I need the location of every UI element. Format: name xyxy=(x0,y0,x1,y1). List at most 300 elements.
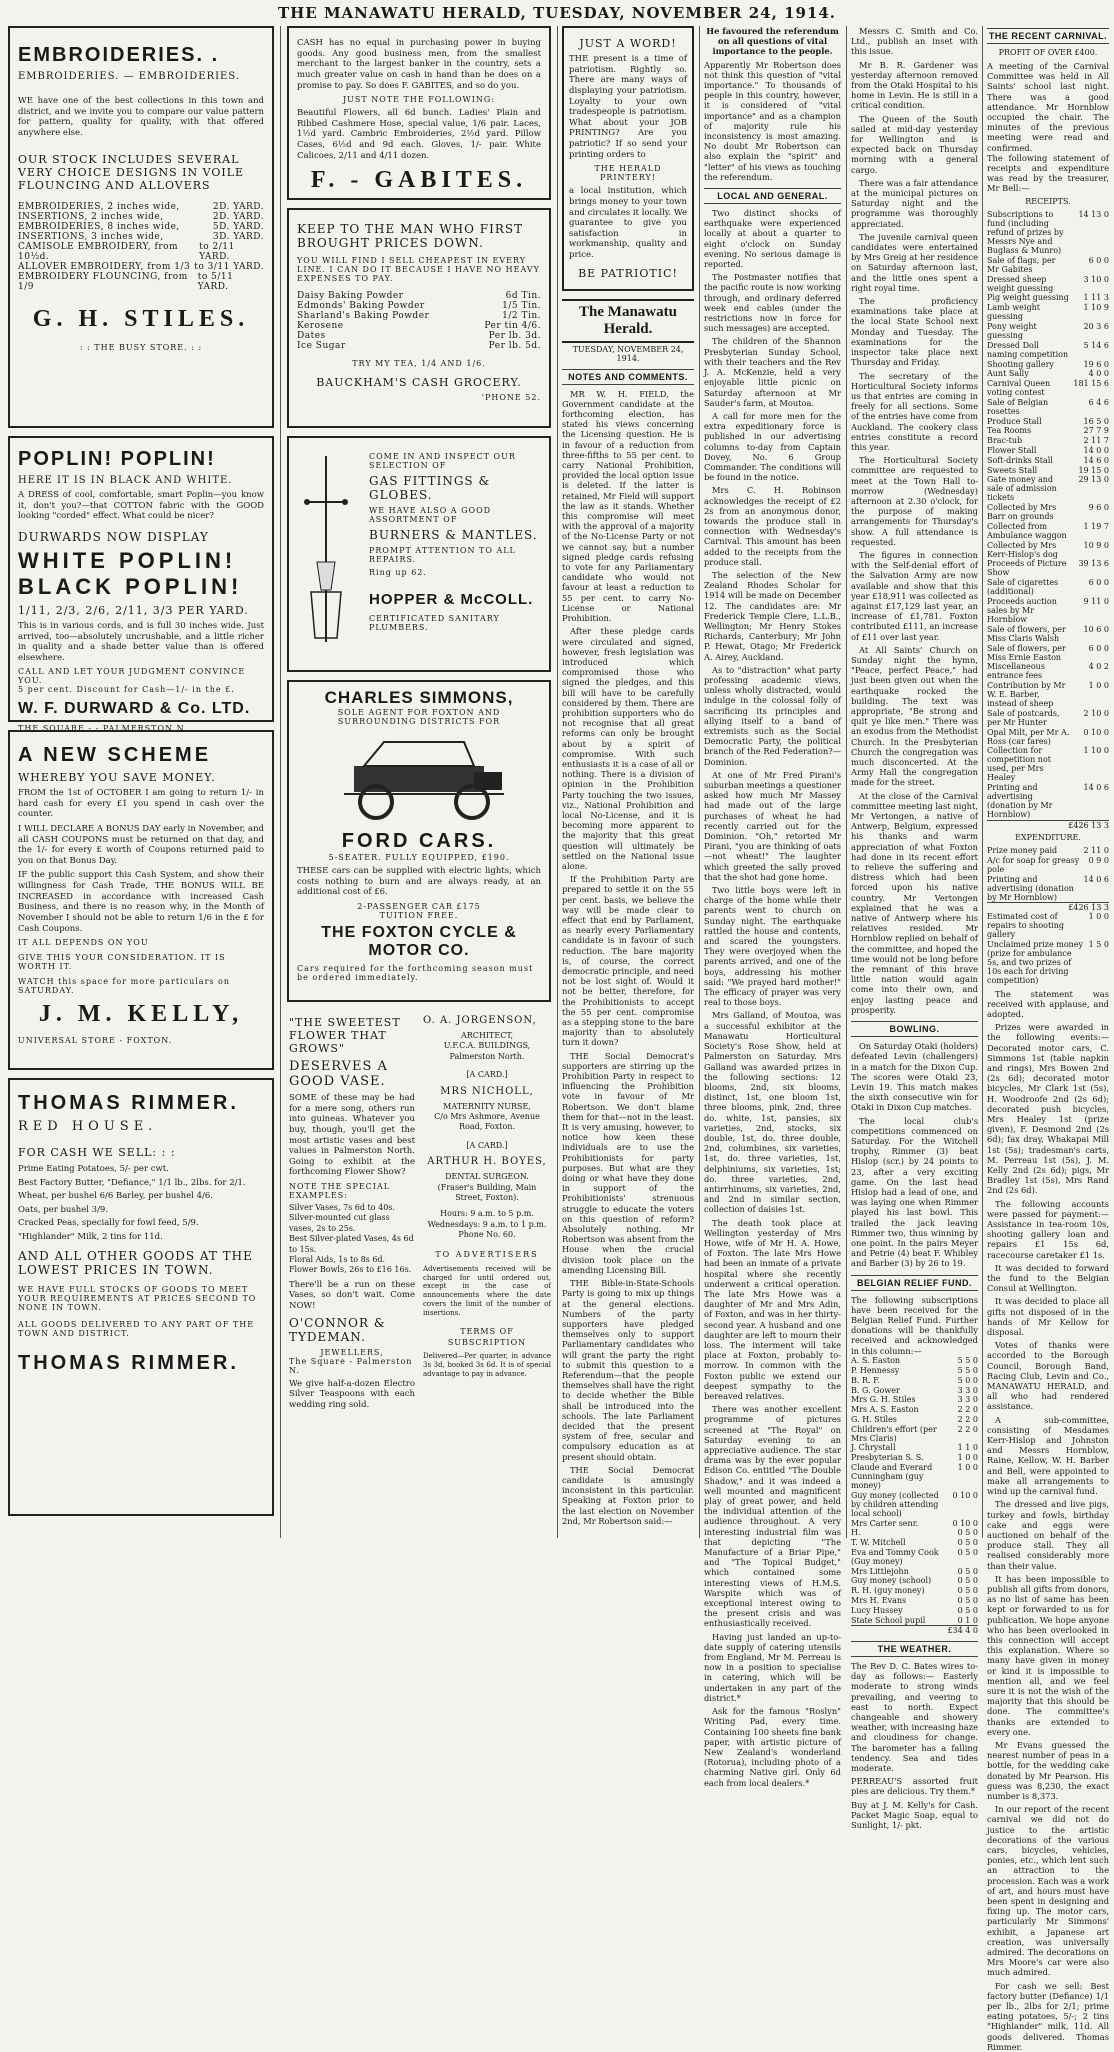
table-row xyxy=(987,455,1109,465)
table-row xyxy=(987,340,1109,359)
text-line: Silver Vases, 7s 6d to 40s. xyxy=(289,1203,395,1212)
price-row xyxy=(18,212,264,222)
table-row xyxy=(851,1395,978,1405)
card-text: Delivered—Per quarter, in advance 3s 3d, booked 3s 6d. It is of special advantage to pay in advance. xyxy=(423,1352,551,1378)
row-label: J. Chrystall xyxy=(851,1443,896,1453)
text-line: "Highlander" Milk, 2 tins for 11d. xyxy=(18,1231,163,1242)
carnival-article xyxy=(987,989,1109,2052)
row-label: State School pupil xyxy=(851,1615,926,1625)
row-label: Dressed Doll naming competition xyxy=(987,340,1069,359)
ad-title: "THE SWEETEST FLOWER THAT GROWS" xyxy=(289,1016,401,1055)
row-amount: 0 10 0 xyxy=(1083,727,1109,737)
table-row xyxy=(987,727,1109,746)
ad-title: JUST A WORD! xyxy=(579,37,677,50)
text-line: Ask for the famous "Roslyn" Writing Pad, every time. Containing 100 sheets fine bank paper, with artistic picture of New Zealand's wonderland (Rotorua), including photo of a charming Native girl. Only 6d each from local dealers.* xyxy=(704,1706,841,1788)
row-amount: 6 4 6 xyxy=(1088,397,1109,407)
text-line: THE Bible-in-State-Schools Party is going to mix up things at the general elections. Numbers of the party supporters have pledged themselves only to support Parliamentary candidates who will grant the party the right to submit this question to a Referendum—that the people themselves shall have the right to decide whether the Bible shall be introduced into the schools. The late Parliament decided that the present system of free, secular and compulsory education as at present should obtain. xyxy=(562,1278,694,1462)
ad-para: GIVE THIS YOUR CONSIDERATION. IT IS WORTH IT. xyxy=(18,953,226,972)
card-name: MRS NICHOLL, xyxy=(440,1085,534,1097)
ford-cars: FORD CARS. xyxy=(341,830,497,852)
price-item: EMBROIDERY FLOUNCING, from 1/9 xyxy=(18,271,188,292)
row-amount: 19 15 0 xyxy=(1078,465,1109,475)
row-label: Lucy Hussey xyxy=(851,1605,903,1615)
table-row xyxy=(987,624,1109,643)
table-row xyxy=(851,1424,978,1443)
price-value: 2D. YARD. xyxy=(212,211,264,222)
row-amount: 0 5 0 xyxy=(957,1596,978,1606)
ad-para: IF the public support this Cash System, and show their willingness for Cash Trade, THE BONUS WILL BE INCREASED in accordance with increased Cash Business, and there is no reason why, in the Month of November I should not be able to return 1/6 in the £ for Cash Coupons. xyxy=(18,870,264,934)
text-line: Votes of thanks were accorded to the Borough Council, Borough Band, Racing Club, Levin and Co., MANAWATU HERALD, and all who had rendered assistance. xyxy=(987,1340,1109,1412)
ad-call: CALL AND LET YOUR JUDGMENT CONVINCE YOU. xyxy=(18,667,246,686)
table-row xyxy=(987,746,1109,783)
table-row xyxy=(987,855,1109,874)
firm-name: J. M. KELLY, xyxy=(38,1001,244,1028)
carnival-para: The following statement of receipts and expenditure was read by the treasurer, Mr Bell:— xyxy=(987,152,1109,194)
text-line: The Horticultural Society committee are requested to meet at the Town Hall to-morrow (Wednesday) afternoon at 2.30 o'clock, for the purpose of making arrangements for Thursday's show. A full attendance is requested. xyxy=(851,455,978,547)
row-amount: 1 5 0 xyxy=(1088,940,1109,950)
firm-phone: 'PHONE 52. xyxy=(481,393,541,402)
news-article xyxy=(851,26,978,1015)
column-rule xyxy=(557,26,558,1538)
card-text: Advertisements received will be charged for until ordered out, except in the case of announcements where the date covers the limit of the number of insertions. xyxy=(423,1264,551,1317)
price-value: 1/5 Tin. xyxy=(502,301,541,311)
row-amount: 9 11 0 xyxy=(1083,597,1109,606)
row-amount: 10 9 0 xyxy=(1083,540,1109,550)
ad-line: CERTIFICATED SANITARY PLUMBERS. xyxy=(369,614,500,632)
text-line: The children of the Shannon Presbyterian Sunday School, with their teachers and the Rev J. A. McKenzie, held a very enjoyable little picnic on Saturday afternoon at Mr Sauder's farm, at Moutoa. xyxy=(704,336,841,408)
card-name: O. A. JORGENSON, xyxy=(423,1015,537,1026)
ad-para: IT ALL DEPENDS ON YOU xyxy=(18,938,149,948)
ad-herald: THE HERALD PRINTERY! xyxy=(594,164,662,183)
table-row xyxy=(851,1596,978,1606)
ad-para: WATCH this space for more particulars on SATURDAY. xyxy=(18,977,231,996)
row-label: Pig weight guessing xyxy=(987,293,1069,303)
table-row xyxy=(987,436,1109,446)
price-value: to 3/11 YARD. xyxy=(194,261,264,272)
table-row xyxy=(851,1576,978,1586)
ad-line: Ring up 62. xyxy=(369,568,427,577)
price-item: Sharland's Baking Powder xyxy=(297,311,430,321)
table-row xyxy=(987,521,1109,540)
intro-para: Apparently Mr Robertson does not think this question of "vital importance." To thousands of people in this country, however, it is considered of "vital importance" and as a champion of majority rule his inconsistency is most amazing. No doubt Mr Robertson can also explain the "spirit" and "letter" of his views as touching the referendum. xyxy=(704,59,841,182)
row-label: Lamb weight guessing xyxy=(987,303,1040,322)
row-label: P. Hennessy xyxy=(851,1365,900,1375)
row-amount: 9 6 0 xyxy=(1088,503,1109,513)
ad-subtitle: HERE IT IS IN BLACK AND WHITE. xyxy=(18,475,233,486)
firm-name: F. - GABITES. xyxy=(310,167,528,194)
table-row xyxy=(987,446,1109,456)
row-label: Proceeds of Picture Show xyxy=(987,559,1067,578)
table-row xyxy=(987,210,1109,256)
table-row xyxy=(851,1463,978,1491)
table-row xyxy=(987,274,1109,293)
price-row xyxy=(18,202,264,212)
receipts-table xyxy=(987,210,1109,820)
ad-subtitle: RED HOUSE. xyxy=(18,1119,158,1134)
card-address: (Fraser's Building, Main Street, Foxton). xyxy=(437,1182,537,1202)
firm-name: THOMAS RIMMER. xyxy=(18,1351,239,1374)
subscription-total: £34 4 0 xyxy=(851,1625,978,1635)
text-line: The selection of the New Zealand Rhodes Scholar for 1914 will be made on December 12. The candidates are: Mr Frederick Temple Clere, L.L.B., Wellington; Mr Henry Stokes Richards, Canterbury; Mr John P. Hewat, Otago; Mr Frederick A. Airey, Auckland. xyxy=(704,569,841,662)
firm-name: HOPPER & McCOLL. xyxy=(369,591,534,608)
row-amount: 1 10 0 xyxy=(1083,746,1109,756)
text-line: It was decided to place all gifts not disposed of in the hands of Mr Kellow for disposal. xyxy=(987,1296,1109,1338)
subscription-table xyxy=(851,1356,978,1625)
carnival-para: A meeting of the Carnival Committee was held in All Saints' school last night. There was a good attendance. Mr Hornblow occupied the chair. The minutes of the previous meeting were read and confirmed. xyxy=(987,61,1109,153)
ad-tea: TRY MY TEA, 1/4 AND 1/6. xyxy=(352,359,486,368)
row-label: Collection for competition not used, per Mrs Healey xyxy=(987,746,1051,783)
price-item: INSERTIONS, 3 inches wide, xyxy=(18,231,164,242)
card-heading: TO ADVERTISERS xyxy=(435,1250,539,1260)
text-line: Flower Bowls, 26s to £16 16s. xyxy=(289,1265,412,1275)
card-phone: Phone No. 60. xyxy=(458,1230,516,1240)
text-line: There was a fair attendance at the municipal pictures on Saturday night and the programme was thoroughly appreciated. xyxy=(851,177,978,229)
row-label: Mrs A. S. Easton xyxy=(851,1405,919,1415)
local-article xyxy=(704,208,841,1788)
ad-two: 2-PASSENGER CAR £175 xyxy=(357,901,481,911)
price-list xyxy=(18,202,264,292)
section-heading: THE RECENT CARNIVAL. xyxy=(987,28,1109,44)
ad-tuition: TUITION FREE. xyxy=(379,910,459,920)
perreau-notice: PERREAU'S assorted fruit pies are delicious. Try them.* xyxy=(851,1776,978,1797)
table-row xyxy=(851,1538,978,1548)
text-line: Best Factory Butter, "Defiance," 1/1 lb., 2lbs. for 2/1. xyxy=(18,1177,246,1188)
row-amount: 14 0 6 xyxy=(1083,874,1109,884)
text-line: The juvenile carnival queen candidates were entertained by Mrs Greig at her residence on Saturday afternoon last, and the little ones spent a right royal time. xyxy=(851,231,978,293)
row-label: Claude and Everard Cunningham (guy money) xyxy=(851,1462,933,1490)
durward-advert xyxy=(8,436,274,734)
table-row xyxy=(987,643,1109,662)
text-line: Oats, per bushel 3/9. xyxy=(18,1204,109,1215)
price-item: Ice Sugar xyxy=(297,341,346,351)
text-line: Cracked Peas, specially for fowl feed, 5/9. xyxy=(18,1218,199,1229)
firm-name: O'CONNOR & TYDEMAN. xyxy=(289,1315,386,1344)
table-row xyxy=(987,578,1109,597)
row-label: Sale of cigarettes (additional) xyxy=(987,578,1059,597)
row-amount: 14 13 0 xyxy=(1078,210,1109,220)
card-hours: Hours: 9 a.m. to 5 p.m. Wednesdays: 9 a.m. to 1 p.m. xyxy=(427,1209,547,1229)
ad-title: A NEW SCHEME xyxy=(18,744,212,766)
firm-name: W. F. DURWARD & Co. LTD. xyxy=(18,700,251,718)
hopper-text xyxy=(369,452,541,632)
row-amount: 1 0 0 xyxy=(957,1453,978,1463)
column-4 xyxy=(704,26,841,1788)
table-row xyxy=(987,465,1109,475)
price-item: EMBROIDERIES, 2 inches wide, xyxy=(18,201,180,212)
row-amount: 0 5 0 xyxy=(957,1576,978,1586)
ad-title: THOMAS RIMMER. xyxy=(18,1092,239,1114)
card-label: [A CARD.] xyxy=(466,1070,508,1080)
ad-subtitle: WHEREBY YOU SAVE MONEY. xyxy=(18,771,216,784)
row-label: Carnival Queen voting contest xyxy=(987,379,1051,398)
ad-subtitle: DESERVES A GOOD VASE. xyxy=(289,1059,388,1089)
firm-name: G. H. STILES. xyxy=(32,305,250,332)
row-label: Dressed sheep weight guessing xyxy=(987,274,1054,293)
text-line: On Saturday Otaki (holders) defeated Levin (challengers) in a match for the Dixon Cup. The scores were Otaki 23, Levin 19. This match makes the sixth consecutive win for Otaki in Dixon Cup matches. xyxy=(851,1041,978,1113)
subheading: PROFIT OF OVER £400. xyxy=(998,48,1098,57)
text-line: Messrs C. Smith and Co. Ltd., publish an inset with this issue. xyxy=(851,26,978,57)
table-row xyxy=(851,1605,978,1615)
price-row xyxy=(297,301,541,311)
section-heading: NOTES AND COMMENTS. xyxy=(562,369,694,385)
table-row xyxy=(987,255,1109,274)
price-item: CAMISOLE EMBROIDERY, from 10½d. xyxy=(18,241,179,262)
ad-cars: Cars required for the forthcoming season must be ordered immediately. xyxy=(297,963,534,982)
row-label: Collected by Mrs Barr on grounds xyxy=(987,503,1057,522)
column-rule xyxy=(699,26,700,1538)
row-amount: 3 10 0 xyxy=(1083,274,1109,284)
table-row xyxy=(851,1405,978,1415)
white-poplin: WHITE POPLIN! xyxy=(18,547,237,573)
table-row xyxy=(987,475,1109,503)
card-role: DENTAL SURGEON. xyxy=(445,1172,529,1182)
section-heading: LOCAL AND GENERAL. xyxy=(704,188,841,204)
receipts-heading: RECEIPTS. xyxy=(1025,196,1071,206)
table-row xyxy=(987,709,1109,728)
gabites-advert xyxy=(287,26,551,200)
text-line: The following accounts were passed for payment:—Assistance in tea-room 10s, shooting gallery loan and repairs £1 15s 6d, racecourse caretaker £1 1s. xyxy=(987,1198,1109,1260)
row-amount: 39 13 6 xyxy=(1078,559,1109,569)
row-label: Flower Stall xyxy=(987,445,1037,455)
table-row xyxy=(987,322,1109,341)
row-label: A/c for soap for greasy pole xyxy=(987,855,1080,874)
row-label: B. R. F. xyxy=(851,1375,880,1385)
ad-body: A DRESS of cool, comfortable, smart Poplin—you know it, don't you?—that COTTON fabric with the GOOD looking "corded" effect. What could be nicer? xyxy=(18,490,264,522)
ad-body-2: This is in various cords, and is full 30 inches wide. Just arrived, too—absolutely uncrushable, and a little richer in quality and a shade better value than is offered elsewhere. xyxy=(18,620,264,663)
gas-lamp-illustration xyxy=(297,452,355,652)
price-row xyxy=(18,222,264,232)
row-label: Sale of postcards, per Mr Hunter xyxy=(987,708,1060,727)
row-amount: 2 2 0 xyxy=(957,1414,978,1424)
price-value: to 5/11 YARD. xyxy=(197,271,234,292)
text-line: Prime Eating Potatoes, 5/- per cwt. xyxy=(18,1164,169,1174)
row-amount: 29 13 0 xyxy=(1078,475,1109,485)
firm-name: THE FOXTON CYCLE & MOTOR CO. xyxy=(321,923,517,959)
ad-title: POPLIN! POPLIN! xyxy=(18,448,216,470)
row-label: T. W. Mitchell xyxy=(851,1538,906,1548)
column-2 xyxy=(287,26,551,1538)
table-row xyxy=(987,379,1109,398)
row-amount: 1 11 3 xyxy=(1083,293,1109,303)
row-amount: 4 0 0 xyxy=(1088,369,1109,379)
price-value: Per lb. 5d. xyxy=(488,341,541,351)
row-amount: 0 10 0 xyxy=(952,1518,978,1528)
expenditure-table xyxy=(987,846,1109,902)
table-row xyxy=(987,540,1109,559)
ad-body: THE present is a time of patriotism. Rightly so. There are many ways of displaying your patriotism. Loyalty to your own tradespeople is patriotism. What about your JOB PRINTING? Are you patriotic? If so send your printing orders to xyxy=(569,54,687,160)
row-amount: 2 10 0 xyxy=(1083,708,1109,718)
table-row xyxy=(851,1356,978,1366)
text-line: Mr Evans guessed the nearest number of peas in a bottle, for the wedding cake donated by Mr Pearson. His guess was 8,230, the exact number is 8,373. xyxy=(987,1739,1109,1801)
cards-block xyxy=(423,1010,551,1414)
table-row xyxy=(851,1518,978,1528)
text-line: The statement was received with applause, and adopted. xyxy=(987,988,1109,1019)
ad-title: EMBROIDERIES. . xyxy=(18,44,220,66)
row-label: G. H. Stiles xyxy=(851,1414,897,1424)
table-row xyxy=(851,1366,978,1376)
row-amount: 181 15 6 xyxy=(1073,379,1109,389)
ad-jewel: JEWELLERS, xyxy=(320,1347,384,1357)
row-label: B. G. Gower xyxy=(851,1385,900,1395)
row-label: Guy money (school) xyxy=(851,1576,932,1586)
row-amount: 1 0 0 xyxy=(1088,912,1109,922)
text-line: Mrs Galland, of Moutoa, was a successful exhibitor at the Manawatu Horticultural Society's Rose Show, held at Palmerston on Saturday. Mrs Galland was awarded prizes in the following sections: 12 blooms, 2nd, six blooms, distinct, 1st, one bloom 1st, three blooms, pink, 2nd, three do. white, 1st, pansies, six varieties, 2nd, stocks, six double, 1st, do. three double, 2nd, columbines, six varieties, 1st, do. three varieties, 1st, delphiniums, six varieties, 1st; do. three varieties, 2nd, antirrhinums, six varieties, 2nd, and 2nd in similar section, collection of daisies 1st. xyxy=(704,1010,841,1215)
row-amount: 2 2 0 xyxy=(957,1424,978,1434)
row-label: Printing and advertising (donation by Mr Hornblow) xyxy=(987,874,1074,902)
price-value: Per tin 4/6. xyxy=(484,321,541,331)
ad-display: DURWARDS NOW DISPLAY xyxy=(18,529,209,544)
ad-body: CASH has no equal in purchasing power in buying goods. Any good business men, from the smallest merchant to the largest banker in the country, sets a much greater value on cash in hand than he does on a promise to pay. So does F. GABITES, and so do you. xyxy=(297,38,541,91)
row-label: Produce Stall xyxy=(987,416,1042,426)
black-poplin: BLACK POPLIN! xyxy=(18,573,243,599)
ad-para: I WILL DECLARE A BONUS DAY early in November, and all CASH COUPONS must be returned on that day, and the 1/- for every £ worth of Coupons returned paid to you on that Bonus Day. xyxy=(18,823,264,866)
text-line: Wheat, per bushel 6/6 Barley, per bushel 4/6. xyxy=(18,1191,213,1202)
row-amount: 0 10 0 xyxy=(952,1490,978,1500)
table-row xyxy=(987,359,1109,369)
table-row xyxy=(987,559,1109,578)
text-line: MR W. H. FIELD, the Government candidate at the forthcoming election, has stated his views concerning the Licensing question. He is in favour of a reduction from three-fifths to 55 per cent. to carry National Prohibition, provided the local option issue is deleted. If the latter is retained, Mr Field will support the law as it stands. Whether this compromise will meet with the approval of a majority of the No-License Party or not we cannot say, but a number signed pledge cards refusing to vote for any Parliamentary candidate who would not favour at least a reduction to 55 per cent. to carry No-License or National Prohibition. xyxy=(562,388,694,624)
ad-note: NOTE THE SPECIAL EXAMPLES: xyxy=(289,1182,391,1200)
table-row xyxy=(851,1566,978,1576)
ad-delivered: ALL GOODS DELIVERED TO ANY PART OF THE TOWN AND DISTRICT. xyxy=(18,1319,255,1338)
text-line: At the close of the Carnival committee meeting last night, Mr Vertongen, a native of Antwerp, Belgium, expressed his thanks and warm appreciation of what Foxton had done in its recent effort to relieve the suffering and distress which had been forced upon his native country. Mr Vertongen explained that he was a native of Antwerp where his relatives resided. Mr Hornblow replied on behalf of the committee, and hoped the time would not be long before the remnant of this brave little nation would again come into their own, and enjoy lasting peace and prosperity. xyxy=(851,790,978,1015)
price-list xyxy=(289,1203,415,1276)
row-label: A. S. Easton xyxy=(851,1356,901,1366)
text-line: Floral Aids, 1s to 8s 6d. xyxy=(289,1254,386,1264)
text-line: Two distinct shocks of earthquake were experienced locally at about a quarter to eight o'clock on Sunday evening. No serious damage is reported. xyxy=(704,208,841,270)
expenditure-heading: EXPENDITURE. xyxy=(1015,832,1081,842)
row-label: Miscellaneous entrance fees xyxy=(987,662,1045,681)
price-row xyxy=(297,341,541,351)
row-label: Unclaimed prize money (prize for ambulance 5s, and two prizes of 10s each for driving competition) xyxy=(987,940,1084,986)
receipts-total: £426 13 3 xyxy=(987,820,1109,830)
price-value: 2D. YARD. xyxy=(212,201,264,212)
row-amount: 1 1 0 xyxy=(957,1443,978,1453)
text-line: It has been impossible to publish all gifts from donors, as no list of same has been kept or forwarded to us for publication. We hope anyone who has been overlooked in this connection will accept this explanation. Where so many have given in money or kind it is impossible to mention all, and we feel sure it is not the wish of the majority that this should be done. The committee's thanks are extended to every one. xyxy=(987,1573,1109,1737)
text-line: After these pledge cards were circulated and signed, however, fresh legislation was introduced which compromised those who signed the pledges, and this bill will have to be carefully considered by them. There are prohibition supporters who do not recognise that all great reforms can only be brought about by a spirit of compromise. With such enthusiasts it is a case of all or nothing. There is a division of opinion in the Prohibition Party touching the two issues, viz., National Prohibition and local No-License, and it is becoming more apparent to the majority that this great question will ultimately be settled on the National issue alone. xyxy=(562,626,694,871)
text-line: A call for more men for the extra expeditionary force is published in our advertising columns to-day from Captain Dovey, No. 6 Group Commander. The conditions will be found in the notice. xyxy=(704,410,841,483)
text-line: Best Silver-plated Vases, 4s 6d to 15s. xyxy=(289,1234,414,1254)
text-line: Two little boys were left in charge of the home while their parents went to church on Sunday night. The earthquake rattled the house and contents, and scared the youngsters. They were overjoyed when the parents arrived, and one of the boys, addressing his mother said: "We prayed hard mother!" The efficacy of prayer was very real to those boys. xyxy=(704,885,841,1008)
row-amount: 5 14 6 xyxy=(1083,340,1109,350)
column-rule xyxy=(846,26,847,1538)
notes-article xyxy=(562,389,694,1526)
kelly-advert xyxy=(8,730,274,1070)
table-row xyxy=(851,1385,978,1395)
quote: He favoured the referendum on all questions of vital importance to the people. xyxy=(706,26,839,57)
ad-note: JUST NOTE THE FOLLOWING: xyxy=(342,95,496,105)
row-amount: 6 0 0 xyxy=(1088,578,1109,588)
estimates-table xyxy=(987,912,1109,986)
row-label: Shooting gallery xyxy=(987,359,1054,369)
ad-items: Beautiful Flowers, all 6d bunch. Ladies' Plain and Ribbed Cashmere Hose, special value, 1/6 pair. Laces, 1½d yard. Cambric Embroideries, 2½d yard. Pillow Cases, 6½d and 9d each. Gloves, 1/- pair. White Calicoes, 2/11 and 4/11 dozen. xyxy=(297,108,541,161)
row-amount: 3 3 0 xyxy=(957,1395,978,1405)
row-amount: 0 5 0 xyxy=(957,1586,978,1596)
card-heading: TERMS OF SUBSCRIPTION xyxy=(447,1327,527,1347)
table-row xyxy=(851,1414,978,1424)
row-label: Guy money (collected by children attending local school) xyxy=(851,1490,939,1518)
price-item: Edmonds' Baking Powder xyxy=(297,301,425,311)
column-6 xyxy=(987,26,1109,2052)
text-line: The figures in connection with the Self-denial effort of the Salvation Army are now available and show that this year £18,911 was collected as against £17,129 last year, an increase of £1,781. Foxton contributed £111, an increase of £11 over last year. xyxy=(851,549,978,642)
ad-goods: AND ALL OTHER GOODS AT THE LOWEST PRICES IN TOWN. xyxy=(18,1248,253,1277)
price-item: INSERTIONS, 2 inches wide, xyxy=(18,211,164,222)
row-amount: 1 10 9 xyxy=(1083,303,1109,313)
price-row xyxy=(18,262,264,272)
table-row xyxy=(851,1528,978,1538)
price-item: EMBROIDERIES, 8 inches wide, xyxy=(18,221,180,232)
row-amount: 14 6 0 xyxy=(1083,455,1109,465)
store-name: : : THE BUSY STORE. : : xyxy=(79,342,203,352)
ad-line: PROMPT ATTENTION TO ALL REPAIRS. xyxy=(369,546,516,564)
column-rule xyxy=(982,26,983,1538)
text-line: At All Saints' Church on Sunday night the hymn, "Peace, perfect Peace," had just been given out when the earthquake rocked the building. The text was appropriate, "Be strong and quit ye like men." There was an exodus from the Methodist Church. In the Presbyterian Church the congregation was much disconcerted. At the Army Hall the congregation made for the street. xyxy=(851,644,978,788)
dateline: TUESDAY, NOVEMBER 24, 1914. xyxy=(572,344,684,363)
price-item: ALLOVER EMBROIDERY, from 1/3 xyxy=(18,261,191,272)
ad-body: WE have one of the best collections in this town and district, and we invite you to compare our value pattern for pattern, quality for quality, with that offered anywhere else. xyxy=(18,96,264,138)
row-label: Sale of flowers, per Miss Ernie Easton xyxy=(987,643,1066,662)
row-amount: 19 6 0 xyxy=(1083,359,1109,369)
row-amount: 27 7 9 xyxy=(1083,426,1109,436)
price-row xyxy=(297,321,541,331)
price-row xyxy=(297,311,541,321)
row-amount: 2 11 7 xyxy=(1083,436,1109,446)
row-label: Opal Milt, per Mr A. Ross (car fares) xyxy=(987,727,1070,746)
row-amount: 0 5 0 xyxy=(957,1547,978,1557)
price-row xyxy=(18,242,264,262)
row-amount: 1 19 7 xyxy=(1083,521,1109,531)
printery-advert xyxy=(562,26,694,291)
table-row xyxy=(987,416,1109,426)
price-item: Daisy Baking Powder xyxy=(297,291,404,301)
price-row xyxy=(297,291,541,301)
row-amount: 5 5 0 xyxy=(957,1365,978,1375)
text-line: The Queen of the South sailed at mid-day yesterday for Wellington and is expected back on Thursday morning with a general cargo. xyxy=(851,113,978,175)
text-line: A sub-committee, consisting of Mesdames Kerr-Hislop and Johnston and Messrs Hornblow, Raine, Kellow, W. H. Barber and Bell, were appointed to make all arrangements to wind up the carnival fund. xyxy=(987,1414,1109,1497)
row-label: Collected by Mrs Kerr-Hislop's dog xyxy=(987,540,1058,559)
row-amount: 3 3 0 xyxy=(957,1385,978,1395)
tydeman-advert xyxy=(287,1010,417,1410)
table-row xyxy=(851,1375,978,1385)
ad-line: BURNERS & MANTLES. xyxy=(369,528,538,542)
row-label: Tea Rooms xyxy=(987,426,1032,436)
row-label: Printing and advertising (donation by Mr Hornblow) xyxy=(987,783,1053,820)
table-row xyxy=(851,1490,978,1518)
row-amount: 10 6 0 xyxy=(1083,624,1109,634)
text-line: If the Prohibition Party are prepared to settle it on the 55 per cent. basis, we believe the way will be made clear to effect that end by Parliament, as nearly every Parliamentary candidate is in favour of such reduction. The bare majority is, of course, the correct democratic principle, and need not be lost sight of. Would it not be better, therefore, for the Prohibitionists to accept the 55 per cent. compromise as a stepping stone to the bare majority than to absolutely turn it down? xyxy=(562,874,694,1048)
row-amount: 1 0 0 xyxy=(1088,681,1109,691)
bauckham-advert xyxy=(287,208,551,428)
row-amount: 0 5 0 xyxy=(957,1566,978,1576)
ad-line: GAS FITTINGS & GLOBES. xyxy=(369,474,491,502)
row-label: Contribution by Mr W. E. Barber, instead of sheep xyxy=(987,681,1066,709)
ad-title: CHARLES SIMMONS, xyxy=(324,688,514,707)
weather-article: The Rev D. C. Bates wires to-day as follows:— Easterly moderate to strong winds prevailing, and veering to east to north. Expect changeable and showery weather, with increasing haze and cloudiness for change. The barometer has a falling tendency. Sea and tides moderate. xyxy=(851,1660,978,1773)
text-line: There was another excellent programme of pictures screened at "The Royal" on Saturday evening to an appreciative audience. The star drama was by the ever popular Edison Co. entitled "The Double Shadow," and it was indeed a well mounted and magnificent play of great power, and held the individual attention of the audience throughout. A very interesting industrial film was that depicting "The Manufacture of a Briar Pipe," and "The Topical Budget," which contained some interesting views of H.M.S. Warspite which was of exceptional interest owing to the present crisis and was enthusiastically received. xyxy=(704,1404,841,1629)
rimmer-advert xyxy=(8,1078,274,1516)
ad-line: COME IN AND INSPECT OUR SELECTION OF xyxy=(369,452,516,470)
row-label: Soft-drinks Stall xyxy=(987,455,1053,465)
ad-stocks: WE HAVE FULL STOCKS OF GOODS TO MEET YOUR REQUIREMENTS AT PRICES SECOND TO NONE IN TOWN. xyxy=(18,1284,257,1312)
price-list xyxy=(18,1163,264,1245)
row-amount: 0 1 0 xyxy=(957,1615,978,1625)
row-amount: 14 0 0 xyxy=(1083,445,1109,455)
text-line: As to "distraction" what party professing academic views, unless wholly distracted, would indulge in the colossal folly of sacrificing its principles and allying itself to a band of extremists such as the Social Democratic Party, the political branch of the Red Federation?—Dominion. xyxy=(704,664,841,767)
ad-subtitle: YOU WILL FIND I SELL CHEAPEST IN EVERY LINE. I CAN DO IT BECAUSE I HAVE NO HEAVY EXPENSES TO PAY. xyxy=(297,256,540,283)
row-amount: 6 0 0 xyxy=(1088,643,1109,653)
section-heading: THE WEATHER. xyxy=(851,1641,978,1657)
price-item: Dates xyxy=(297,331,326,341)
